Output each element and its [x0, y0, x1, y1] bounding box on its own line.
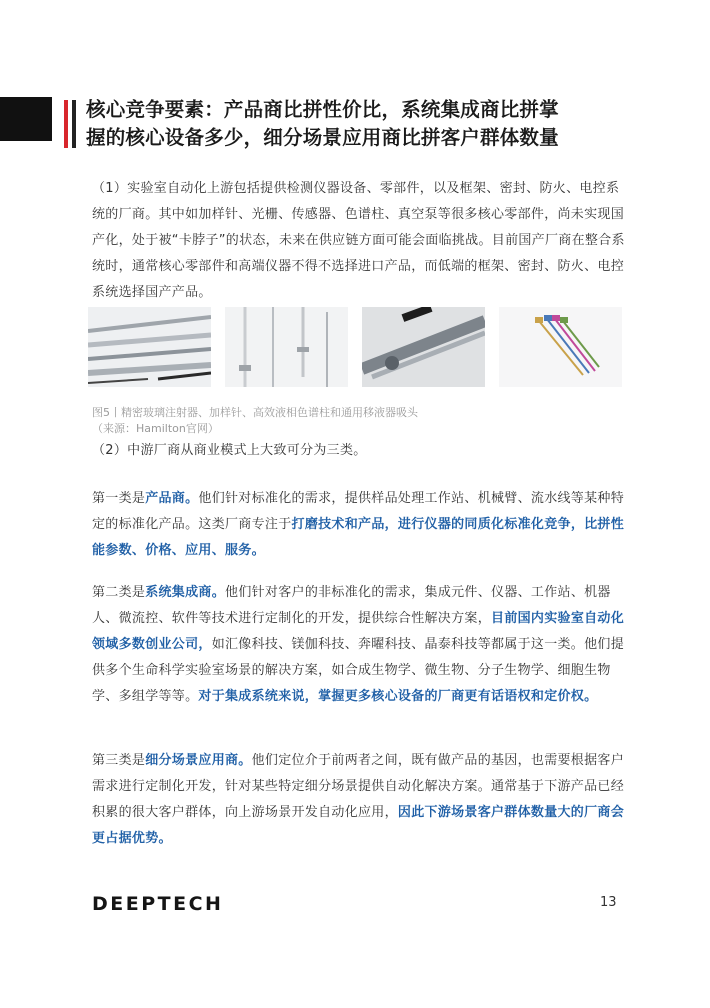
- heading-line-1: 核心竞争要素：产品商比拼性价比，系统集成商比拼掌: [86, 98, 559, 121]
- category-2-text-2: 如汇像科技、镁伽科技、奔曜科技、晶泰科技等都属于这一类。他们提供多个生命科学实验室场景的解决方案，如合成生物学、微生物、分子生物学、细胞生物学、多组学等等。: [92, 637, 625, 704]
- heading-accent-red-bar: [64, 100, 68, 148]
- category-3-intro: 第三类是: [92, 753, 146, 768]
- deeptech-logo: DEEPTECH: [92, 893, 224, 915]
- paragraph-category-1: [92, 486, 630, 564]
- category-1-text: 他们针对标准化的需求，提供样品处理工作站、机械臂、流水线等某种特定的标准化产品。这类厂商专注于: [92, 491, 625, 532]
- category-2-name: 系统集成商。: [145, 585, 226, 600]
- figure-caption: [92, 405, 492, 437]
- category-3-highlight: 因此下游场景客户群体数量大的厂商会更占据优势。: [92, 805, 625, 846]
- figure-photos: [88, 307, 622, 387]
- category-2-highlight-2: 对于集成系统来说，掌握更多核心设备的厂商更有话语权和定价权。: [198, 689, 598, 704]
- page-number: 13: [600, 895, 617, 910]
- paragraph-midstream-intro: （2）中游厂商从商业模式上大致可分为三类。: [92, 443, 367, 458]
- paragraph-category-3: [92, 748, 630, 852]
- sampling-needle-photo: [225, 307, 348, 387]
- glass-syringe-photo: [88, 307, 211, 387]
- category-2-intro: 第二类是: [92, 585, 146, 600]
- category-3-text: 他们定位介于前两者之间，既有做产品的基因，也需要根据客户需求进行定制化开发，针对某些特定细分场景提供自动化解决方案。通常基于下游产品已经积累的很大客户群体，向上游场景开发自动化应用，: [92, 753, 625, 820]
- heading-accent-black-bar: [72, 100, 76, 148]
- category-1-intro: 第一类是: [92, 491, 146, 506]
- paragraph-category-2: [92, 580, 630, 710]
- figure-caption-text: 图5丨精密玻璃注射器、加样针、高效液相色谱柱和通用移液器吸头: [92, 406, 418, 419]
- section-heading: [86, 96, 646, 152]
- figure-source: （来源：Hamilton官网）: [92, 422, 219, 435]
- hplc-column-photo: [362, 307, 485, 387]
- heading-line-2: 握的核心设备多少，细分场景应用商比拼客户群体数量: [86, 126, 559, 149]
- decorative-black-block: [0, 97, 52, 141]
- paragraph-upstream: （1）实验室自动化上游包括提供检测仪器设备、零部件，以及框架、密封、防火、电控系统的厂商。其中如加样针、光栅、传感器、色谱柱、真空泵等很多核心零部件，尚未实现国产化，处于被“卡脖子”的状态，未来在供应链方面可能会面临挑战。目前国产厂商在整合系统时，通常核心零部件和高端仪器不得不选择进口产品，而低端的框架、密封、防火、电控系统选择国产产品。: [92, 181, 625, 300]
- category-2-highlight-1: 目前国内实验室自动化领域多数创业公司，: [92, 611, 625, 652]
- category-3-name: 细分场景应用商。: [145, 753, 252, 768]
- pipette-tips-photo: [499, 307, 622, 387]
- category-1-name: 产品商。: [145, 491, 199, 506]
- category-1-highlight: 打磨技术和产品，进行仪器的同质化标准化竞争，比拼性能参数、价格、应用、服务。: [92, 517, 625, 558]
- category-2-text: 他们针对客户的非标准化的需求，集成元件、仪器、工作站、机器人、微流控、软件等技术进行定制化的开发，提供综合性解决方案，: [92, 585, 611, 626]
